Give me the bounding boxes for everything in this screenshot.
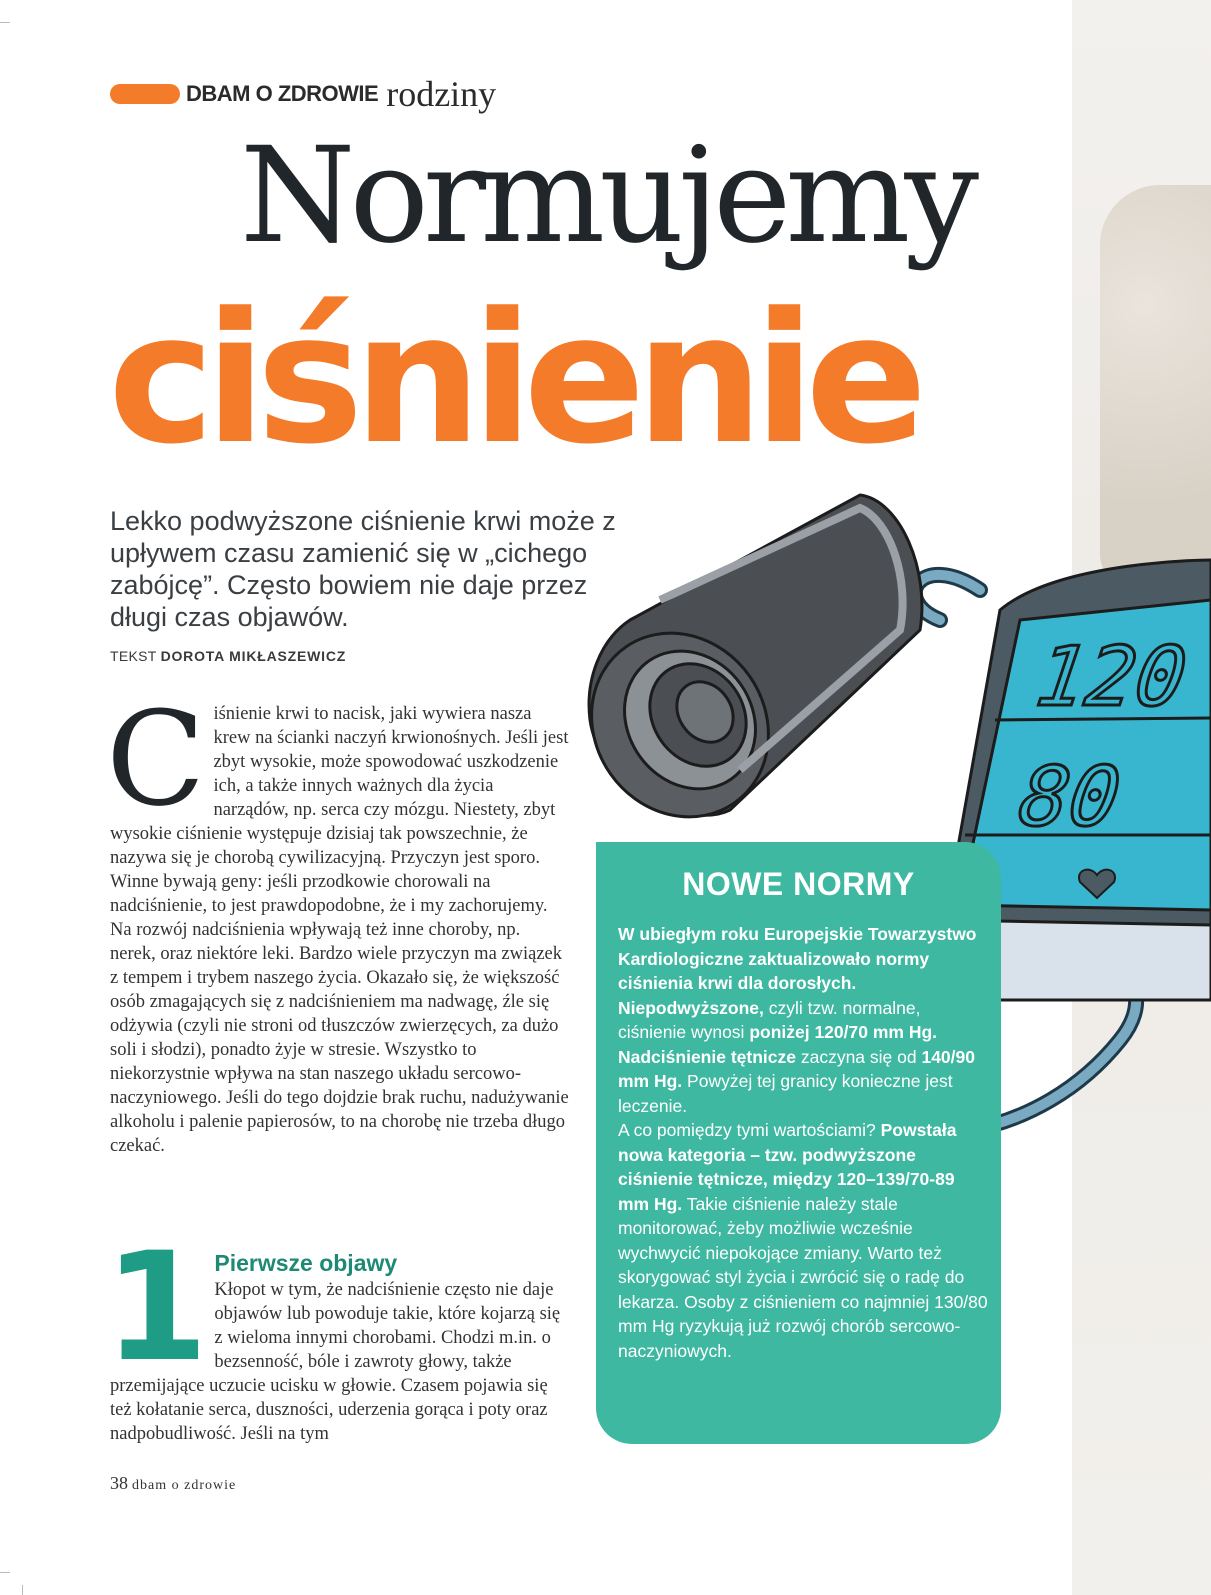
kicker-strong: DBAM O ZDROWIE [186,81,379,106]
info-box [596,842,1001,1444]
crop-mark [22,1585,23,1595]
info-box-body [618,922,988,1363]
info-box-paragraph-2 [618,1118,988,1363]
magazine-name: dbam o zdrowie [132,1478,237,1493]
dropcap: C [106,683,206,835]
title-line-1: Normujemy [240,119,974,273]
byline-label: TEKST [110,648,157,664]
section-1 [104,1221,570,1446]
section-text: Kłopot w tym, że nadciśnienie często nie daje objawów lub powoduje takie, które kojarzą się z wieloma innymi chorobami. Chodzi m.in. o bezsenność, bóle i zawroty głowy, także przemijające uczucie ucisku w głowie. Czasem pojawia się też kołatanie serca, duszności, uderzenia gorąca i poty oraz nadpobudliwość. Jeśli na tym [110,1280,561,1444]
crop-mark [0,1572,10,1573]
bold-text: 140/90 mm Hg. [618,1046,975,1091]
info-box-paragraph-1 [618,922,988,1118]
info-box-title: NOWE NORMY [682,866,915,902]
plain-text: Takie ciśnienie należy stale monitorować, żeby możliwie wcześnie wychwycić niepokojące zmiany. Warto też skorygować styl życia i zwrócić się o radę do lekarza. Osoby z ciśnieniem co najmniej 130/80 mm Hg ryzykują już rozwój chorób sercowo-naczyniowych. [618,1193,988,1361]
bold-text: poniżej 120/70 mm Hg. Nadciśnienie tętnicze [618,1022,938,1067]
byline [110,648,346,664]
section-title: Pierwsze objawy [214,1250,398,1276]
plain-text: czyli tzw. normalne, ciśnienie wynosi [618,997,921,1042]
plain-text: zaczyna się od [795,1046,922,1067]
kicker-bar [110,84,180,104]
kicker-light: rodziny [386,74,497,114]
section-number: 1 [104,1221,209,1395]
title-line-2: ciśnienie [108,275,918,484]
plain-text: Powyżej tej granicy konieczne jest leczenie. [618,1071,953,1116]
lcd-systolic: 120 [1030,630,1192,725]
section-kicker [110,74,496,114]
crop-mark [0,22,10,23]
intro-text: iśnienie krwi to nacisk, jaki wywiera nasza krew na ścianki naczyń krwionośnych. Jeśli jest zbyt wysokie, może spowodować uszkodzenie ich, a także innych ważnych dla życia narządów, np. serca czy mózgu. Niestety, zbyt wysokie ciśnienie występuje dzisiaj tak powszechnie, że nazywa się je chorobą cywilizacyjną. Przyczyn jest sporo. Winne bywają geny: jeśli przodkowie chorowali na nadciśnienie, to jest prawdopodobne, że i my zachorujemy. Na rozwój nadciśnienia wpływają też inne choroby, np. nerek, oraz niektóre leki. Bardzo wiele przyczyn ma związek z tempem i trybem naszego życia. Okazało się, że większość osób zmagających się z nadciśnieniem ma nadwagę, źle się odżywia (czyli nie stroni od tłuszczów zwierzęcych, za dużo soli i słodzi), ponadto żyje w stresie. Wszystko to niekorzystnie wpływa na stan naszego układu sercowo-naczyniowego. Jeśli do tego dojdzie brak ruchu, nadużywanie alkoholu i palenie papierosów, to na chorobę nie trzeba długo czekać. [110,704,569,1156]
bold-text: W ubiegłym roku Europejskie Towarzystwo Kardiologiczne zaktualizowało normy ciśnienia krwi dla dorosłych. Niepodwyższone, [618,924,977,1018]
intro-column [106,683,570,1158]
plain-text: A co pomiędzy tymi wartościami? [618,1120,881,1140]
lead-paragraph: Lekko podwyższone ciśnienie krwi może z upływem czasu zamienić się w „cichego zabójcę”. Często bowiem nie daje przez długi czas objawów. [110,506,616,632]
page-number: 38 [110,1473,128,1493]
lcd-diastolic: 80 [1013,750,1126,845]
bold-text: Powstała nowa kategoria – tzw. podwyższone ciśnienie tętnicze, między 120–139/70-89 mm Hg. [618,1120,957,1214]
page-footer [110,1473,236,1494]
byline-author: DOROTA MIKŁASZEWICZ [160,648,347,664]
